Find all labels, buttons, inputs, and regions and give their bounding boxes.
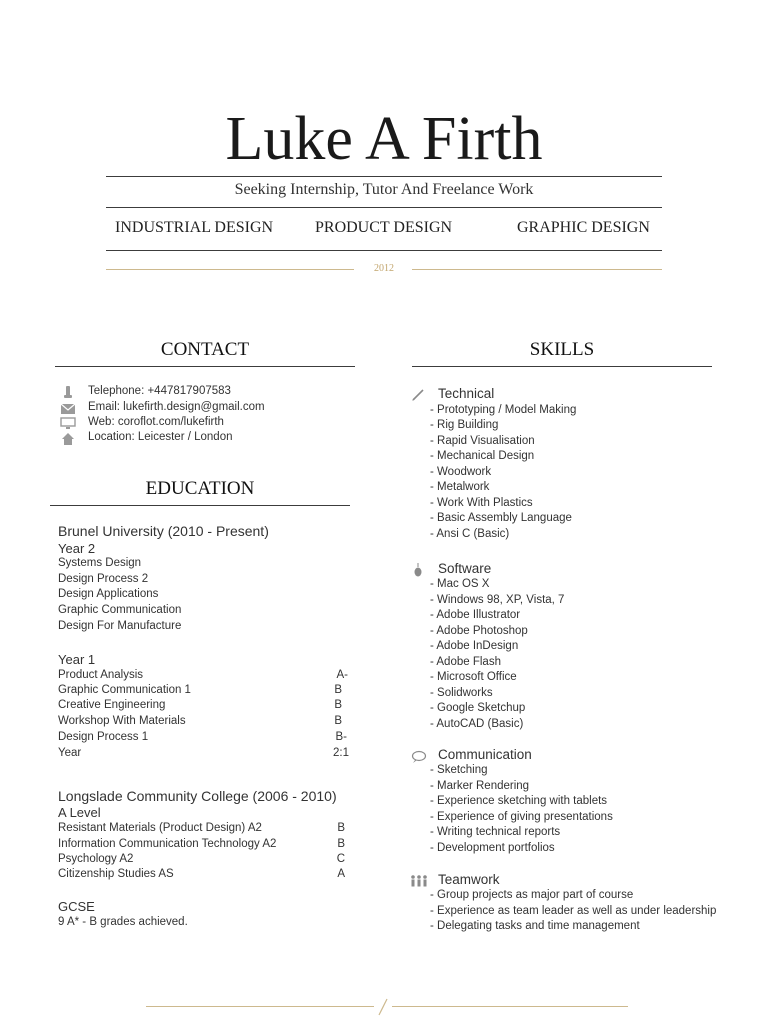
skill-item: - Windows 98, XP, Vista, 7: [430, 594, 565, 606]
mouse-icon: [410, 563, 428, 577]
skill-item: - Adobe Flash: [430, 656, 501, 668]
discipline-industrial-design: INDUSTRIAL DESIGN: [115, 219, 274, 236]
footer-divider-right: [392, 1006, 628, 1007]
alevel-subject: Psychology A2: [58, 853, 134, 865]
skill-item: - Marker Rendering: [430, 780, 530, 792]
skill-item: - Delegating tasks and time management: [430, 920, 640, 932]
discipline-graphic-design: GRAPHIC DESIGN: [517, 219, 650, 236]
year2-item: Systems Design: [58, 557, 142, 569]
divider: [50, 505, 350, 506]
skill-item: - Work With Plastics: [430, 497, 533, 509]
skill-heading-technical: Technical: [438, 386, 495, 401]
skill-item: - Sketching: [430, 764, 488, 776]
alevel-grade: B: [337, 838, 345, 850]
year2-item: Graphic Communication: [58, 604, 182, 616]
monitor-icon: [60, 417, 76, 430]
gold-divider-right: [412, 269, 662, 270]
skill-item: - Adobe InDesign: [430, 640, 519, 652]
skill-item: - AutoCAD (Basic): [430, 718, 524, 730]
contact-text: Telephone: +447817907583: [88, 385, 231, 397]
alevel-grade: B: [337, 822, 345, 834]
alevel-subject: Information Communication Technology A2: [58, 838, 277, 850]
skill-item: - Metalwork: [430, 481, 490, 493]
longslade-heading: Longslade Community College (2006 - 2010): [58, 788, 337, 804]
skill-item: - Mechanical Design: [430, 450, 535, 462]
skill-item: - Rig Building: [430, 419, 499, 431]
phone-icon: [60, 386, 76, 399]
year1-subject: Design Process 1: [58, 731, 149, 743]
year1-subject: Workshop With Materials: [58, 715, 186, 727]
skill-item: - Ansi C (Basic): [430, 528, 510, 540]
divider: [55, 366, 355, 367]
resume-name: Luke A Firth: [225, 105, 543, 173]
divider: [106, 207, 662, 208]
skill-item: - Development portfolios: [430, 842, 555, 854]
skill-item: - Google Sketchup: [430, 702, 526, 714]
skill-item: - Mac OS X: [430, 578, 490, 590]
skill-item: - Experience of giving presentations: [430, 811, 613, 823]
year1-grade: 2:1: [333, 747, 349, 759]
year1-grade: A-: [336, 669, 348, 681]
alevel-subject: Citizenship Studies AS: [58, 868, 174, 880]
skill-item: - Solidworks: [430, 687, 493, 699]
alevel-grade: A: [337, 868, 345, 880]
divider: [106, 176, 662, 177]
skill-item: - Woodwork: [430, 466, 492, 478]
year2-item: Design Process 2: [58, 573, 149, 585]
pencil-icon: [410, 388, 428, 402]
alevel-label: A Level: [58, 805, 101, 820]
discipline-product-design: PRODUCT DESIGN: [315, 219, 453, 236]
year1-grade: B: [334, 699, 342, 711]
skill-item: - Group projects as major part of course: [430, 889, 634, 901]
skill-item: - Rapid Visualisation: [430, 435, 535, 447]
year2-item: Design Applications: [58, 588, 159, 600]
contact-text: Location: Leicester / London: [88, 431, 233, 443]
footer-divider-left: [146, 1006, 374, 1007]
year1-grade: B: [334, 715, 342, 727]
skill-item: - Microsoft Office: [430, 671, 517, 683]
year1-subject: Creative Engineering: [58, 699, 166, 711]
skill-heading-software: Software: [438, 561, 492, 576]
home-icon: [60, 432, 76, 445]
alevel-grade: C: [336, 853, 345, 865]
education-title: EDUCATION: [145, 478, 255, 499]
speech-bubble-icon: [410, 750, 428, 764]
gcse-label: GCSE: [58, 899, 95, 914]
skill-heading-teamwork: Teamwork: [438, 872, 500, 887]
divider: [412, 366, 712, 367]
alevel-subject: Resistant Materials (Product Design) A2: [58, 822, 262, 834]
year2-item: Design For Manufacture: [58, 620, 182, 632]
contact-text: Email: lukefirth.design@gmail.com: [88, 401, 265, 413]
year1-subject: Product Analysis: [58, 669, 144, 681]
skill-item: - Adobe Illustrator: [430, 609, 521, 621]
year1-subject: Year: [58, 747, 82, 759]
skill-item: - Writing technical reports: [430, 826, 561, 838]
people-icon: [410, 874, 428, 888]
brunel-heading: Brunel University (2010 - Present): [58, 523, 269, 539]
year1-label: Year 1: [58, 652, 96, 667]
resume-year: 2012: [374, 263, 394, 274]
year1-subject: Graphic Communication 1: [58, 684, 191, 696]
contact-title: CONTACT: [160, 339, 250, 360]
skill-item: - Adobe Photoshop: [430, 625, 528, 637]
mail-icon: [60, 402, 76, 415]
skill-item: - Basic Assembly Language: [430, 512, 572, 524]
year2-label: Year 2: [58, 541, 96, 556]
gcse-text: 9 A* - B grades achieved.: [58, 916, 188, 928]
skill-item: - Prototyping / Model Making: [430, 404, 577, 416]
slash-ornament: [376, 998, 390, 1016]
resume-subtitle: Seeking Internship, Tutor And Freelance Work: [234, 181, 534, 198]
skill-heading-communication: Communication: [438, 747, 532, 762]
skills-title: SKILLS: [529, 339, 595, 360]
skill-item: - Experience sketching with tablets: [430, 795, 608, 807]
year1-grade: B-: [335, 731, 347, 743]
skill-item: - Experience as team leader as well as under leadership: [430, 905, 717, 917]
divider: [106, 250, 662, 251]
contact-text: Web: coroflot.com/lukefirth: [88, 416, 224, 428]
year1-grade: B: [334, 684, 342, 696]
